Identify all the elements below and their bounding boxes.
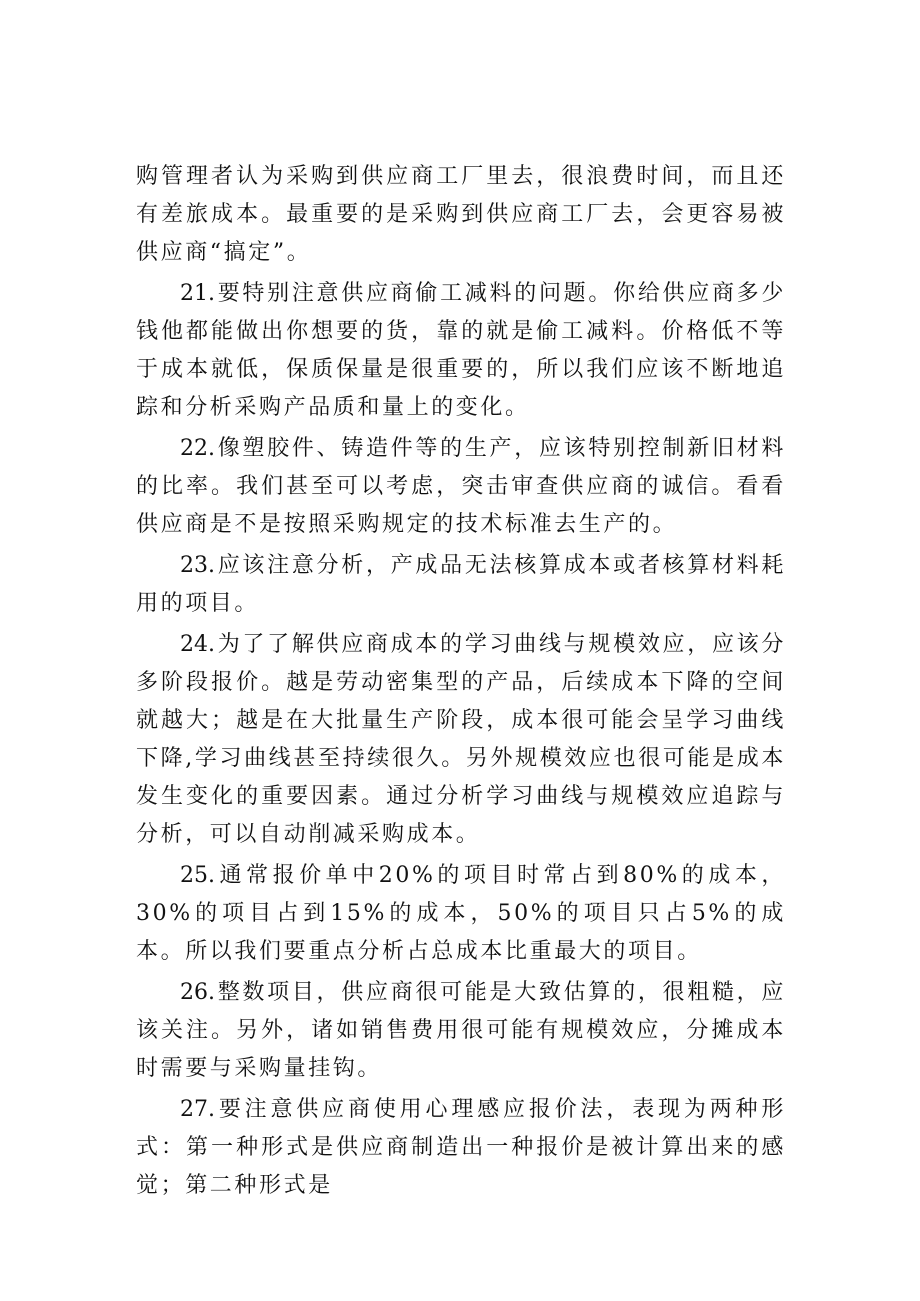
paragraph-text: .像塑胶件、铸造件等的生产，应该特别控制新旧材料的比率。我们甚至可以考虑，突击审查供应商的诚信。看看供应商是不是按照采购规定的技术标准去生产的。 (136, 436, 786, 537)
paragraph-text: .为了了解供应商成本的学习曲线与规模效应，应该分多阶段报价。越是劳动密集型的产品，后续成本下降的空间就越大；越是在大批量生产阶段，成本很可能会呈学习曲线下降,学习曲线甚至持续很久。另外规模效应也很可能是成本发生变化的重要因素。通过分析学习曲线与规模效应追踪与分析，可以自动削减采购成本。 (136, 632, 786, 847)
paragraph-text: .要注意供应商使用心理感应报价法，表现为两种形式：第一种形式是供应商制造出一种报价是被计算出来的感觉；第二种形式是 (136, 1097, 786, 1198)
paragraph-number: 25 (180, 863, 208, 888)
paragraph-25 (136, 857, 786, 971)
paragraph-number: 27 (180, 1097, 208, 1122)
document-page (136, 158, 786, 1205)
paragraph-text: .应该注意分析，产成品无法核算成本或者核算材料耗用的项目。 (136, 553, 786, 616)
paragraph-23 (136, 547, 786, 623)
paragraph-number: 24 (180, 632, 208, 657)
paragraph-number: 21 (180, 281, 208, 306)
paragraph-text: .整数项目，供应商很可能是大致估算的，很粗糙，应该关注。另外，诸如销售费用很可能有规模效应，分摊成本时需要与采购量挂钩。 (136, 980, 786, 1081)
paragraph-text: .要特别注意供应商偷工减料的问题。你给供应商多少钱他都能做出你想要的货，靠的就是偷工减料。价格低不等于成本就低，保质保量是很重要的，所以我们应该不断地追踪和分析采购产品质和量上的变化。 (136, 281, 786, 420)
paragraph-continued (136, 158, 786, 272)
paragraph-number: 23 (180, 553, 208, 578)
paragraph-22 (136, 430, 786, 544)
paragraph-text: 购管理者认为采购到供应商工厂里去，很浪费时间，而且还有差旅成本。最重要的是采购到供应商工厂去，会更容易被供应商“搞定”。 (136, 164, 786, 265)
paragraph-number: 26 (180, 980, 208, 1005)
paragraph-21 (136, 275, 786, 427)
paragraph-number: 22 (180, 436, 208, 461)
paragraph-24 (136, 626, 786, 854)
paragraph-26 (136, 974, 786, 1088)
paragraph-text: .通常报价单中20%的项目时常占到80%的成本，30%的项目占到15%的成本，50%的项目只占5%的成本。所以我们要重点分析占总成本比重最大的项目。 (136, 863, 786, 964)
paragraph-27 (136, 1091, 786, 1205)
